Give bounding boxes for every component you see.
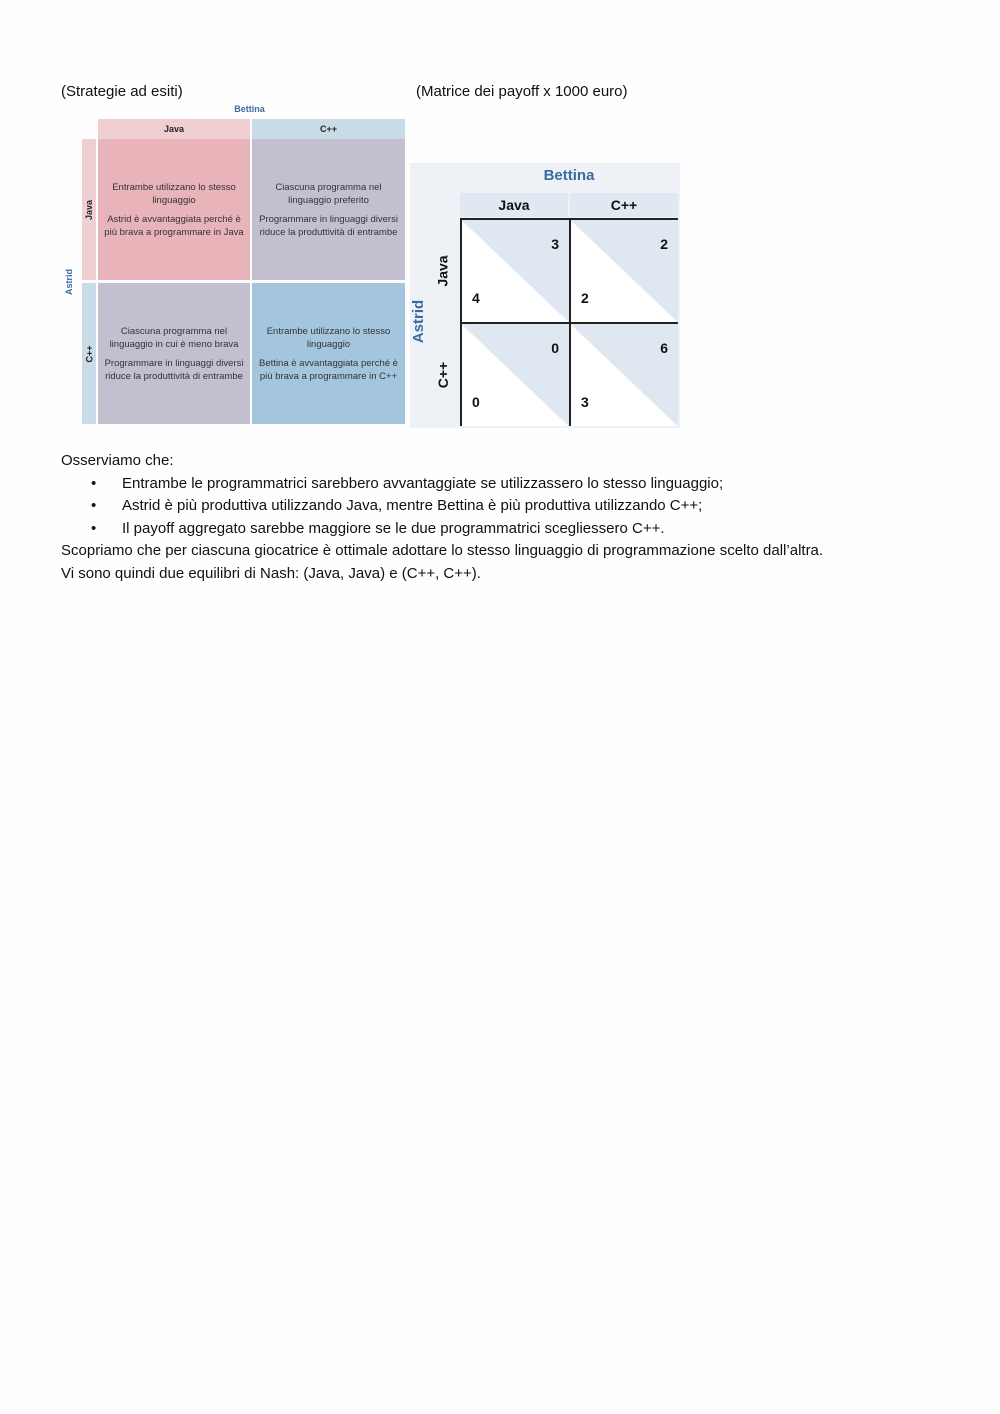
list-item: • Entrambe le programmatrici sarebbero avvantaggiate se utilizzassero lo stesso linguaggio;: [61, 473, 941, 496]
body-text: [61, 450, 941, 585]
row-header-java: Java: [435, 255, 451, 287]
outcome-line: Bettina è avvantaggiata perché è più brava a programmare in C++: [259, 357, 398, 382]
player-label-bettina: Bettina: [543, 167, 595, 184]
outcome-line: Entrambe utilizzano lo stesso linguaggio: [266, 325, 391, 350]
observation-list: [61, 473, 941, 541]
strategy-matrix: [62, 104, 407, 427]
payoff-cell-cpp-java: [462, 324, 569, 426]
payoff-astrid: 2: [581, 290, 589, 306]
payoff-matrix: [410, 163, 680, 428]
list-item: • Astrid è più produttiva utilizzando Java, mentre Bettina è più produttiva utilizzando C++;: [61, 495, 941, 518]
row-header-cpp: C++: [82, 283, 96, 424]
payoff-bettina: 0: [551, 340, 559, 356]
outcome-line: Programmare in linguaggi diversi riduce la produttività di entrambe: [104, 357, 244, 382]
col-header-java: Java: [98, 119, 250, 139]
payoff-bettina: 3: [551, 236, 559, 252]
row-header-java: Java: [82, 139, 96, 280]
outcome-cpp-java: [98, 283, 250, 424]
payoff-astrid: 3: [581, 394, 589, 410]
col-header-cpp: C++: [570, 193, 678, 217]
outcome-line: Entrambe utilizzano lo stesso linguaggio: [112, 181, 236, 206]
payoff-astrid: 4: [472, 290, 480, 306]
payoff-grid: [460, 218, 678, 426]
outcome-java-java: [98, 139, 250, 280]
caption-strategies: (Strategie ad esiti): [61, 83, 183, 100]
player-label-astrid: Astrid: [64, 268, 75, 295]
grid-divider: [462, 322, 676, 324]
outcome-java-cpp: [252, 139, 405, 280]
list-item: • Il payoff aggregato sarebbe maggiore se le due programmatrici scegliessero C++.: [61, 518, 941, 541]
payoff-bettina: 2: [660, 236, 668, 252]
payoff-cell-cpp-cpp: [571, 324, 678, 426]
conclusion-paragraph: Scopriamo che per ciascuna giocatrice è ottimale adottare lo stesso linguaggio di programmazione scelto dall’altra.: [61, 542, 824, 559]
player-label-astrid: Astrid: [410, 299, 428, 343]
player-label-bettina: Bettina: [234, 104, 265, 114]
outcome-line: Ciascuna programma nel linguaggio preferito: [275, 181, 382, 206]
payoff-bettina: 6: [660, 340, 668, 356]
col-header-cpp: C++: [252, 119, 405, 139]
outcome-line: Astrid è avvantaggiata perché è più brava a programmare in Java: [104, 213, 244, 238]
payoff-astrid: 0: [472, 394, 480, 410]
intro-paragraph: Osserviamo che:: [61, 452, 174, 469]
caption-payoff-matrix: (Matrice dei payoff x 1000 euro): [416, 83, 628, 100]
row-header-cpp: C++: [435, 361, 451, 389]
col-header-java: Java: [460, 193, 568, 217]
payoff-cell-java-cpp: [571, 220, 678, 322]
conclusion-paragraph: Vi sono quindi due equilibri di Nash: (Java, Java) e (C++, C++).: [61, 564, 481, 582]
outcome-cpp-cpp: [252, 283, 405, 424]
payoff-cell-java-java: [462, 220, 569, 322]
outcome-line: Ciascuna programma nel linguaggio in cui è meno brava: [109, 325, 239, 350]
outcome-line: Programmare in linguaggi diversi riduce la produttività di entrambe: [259, 213, 398, 238]
